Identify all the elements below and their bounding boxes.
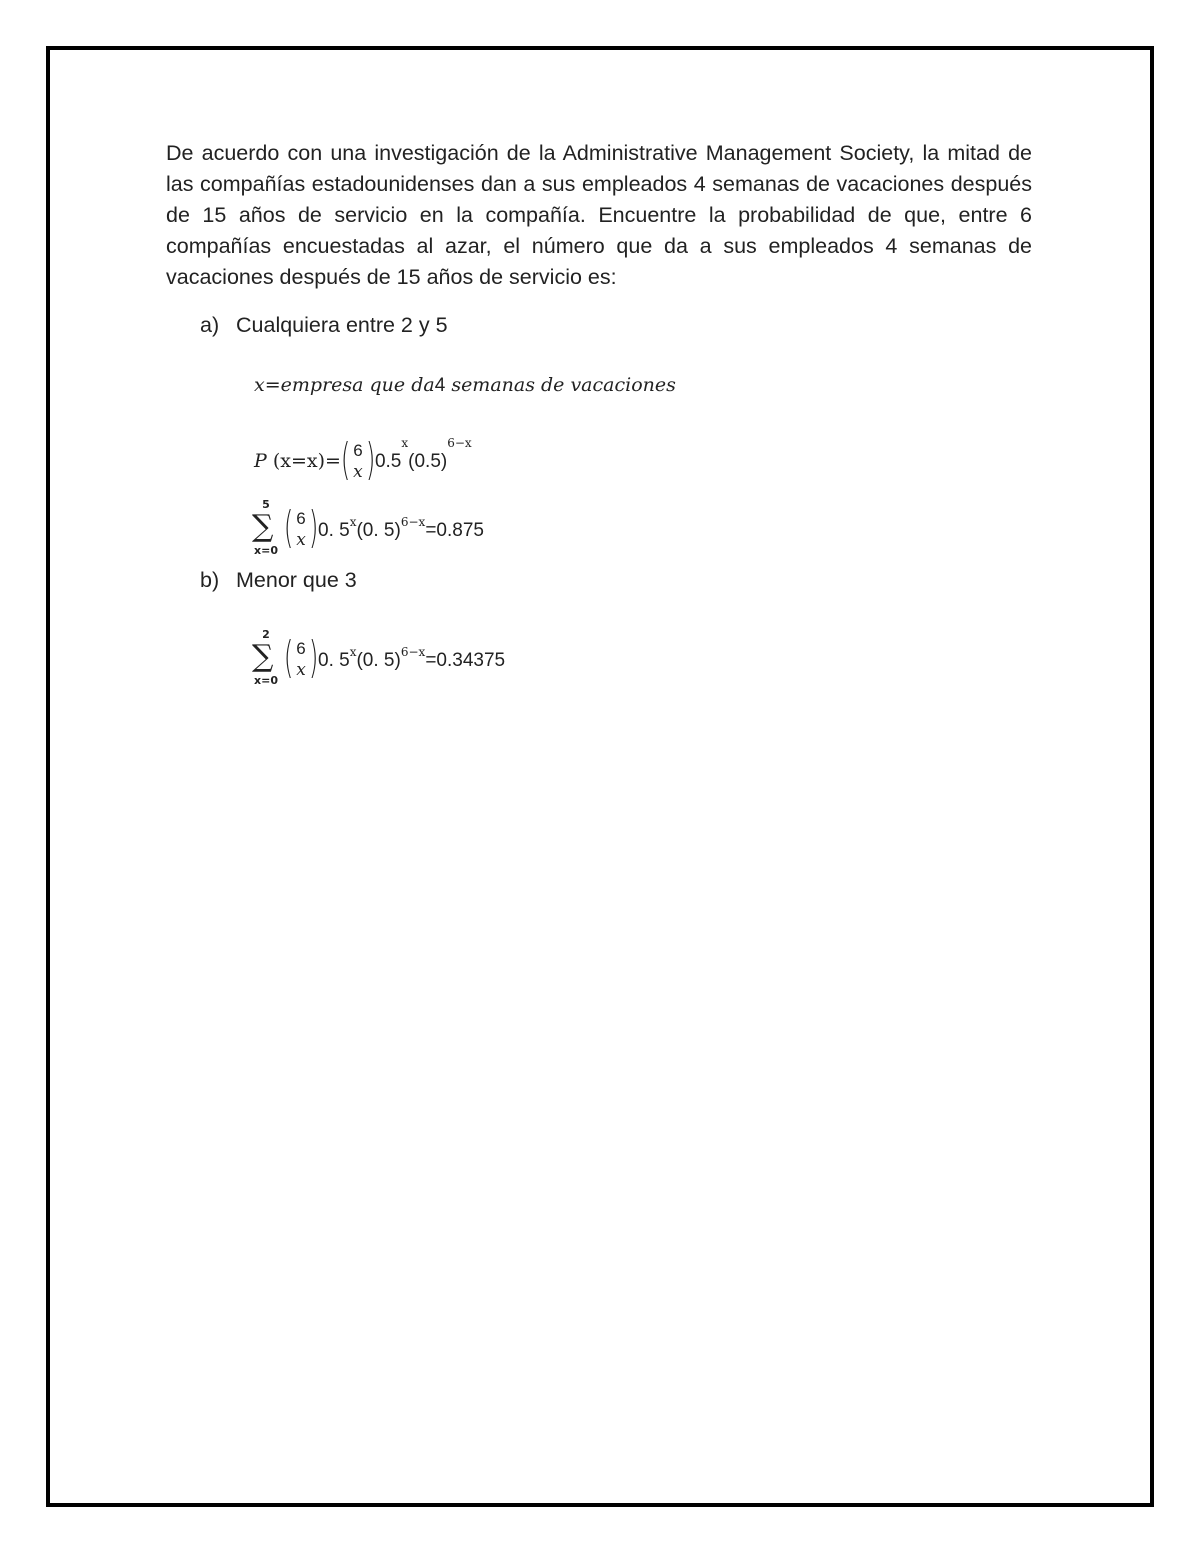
- sum-b-exp1: x: [349, 644, 357, 659]
- pmf-exp2: 6−x: [447, 436, 472, 450]
- sum-b-base: 0. 5: [318, 649, 350, 671]
- item-a: [200, 313, 448, 338]
- sum-a-binomial: ( 6 x ): [283, 502, 319, 553]
- sum-a-exp2: 6−x: [400, 514, 426, 529]
- definition-var: x: [254, 374, 265, 396]
- pmf-exp1: x: [401, 436, 409, 450]
- sum-a-base: 0. 5: [318, 519, 350, 541]
- pmf-binom-bottom: x: [353, 462, 363, 482]
- pmf-binomial: ( 6 x ): [340, 434, 376, 485]
- sum-a-sigma: 5 ∑ x=0: [250, 502, 282, 558]
- pmf-base: 0.5: [374, 451, 402, 472]
- sum-b-base2: (0. 5): [356, 649, 401, 671]
- intro-paragraph: De acuerdo con una investigación de la Administrative Management Society, la mitad de las compañías estadounidenses dan a sus empleados 4 semanas de vacaciones después de 15 años de servicio en la compañía. Encuentre la probabilidad de que, entre 6 compañías encuestadas al azar, el número que da a sus empleados 4 semanas de vacaciones después de 15 años de servicio es:: [166, 141, 1032, 289]
- definition-num: 4: [434, 375, 446, 396]
- sum-b-sigma: 2 ∑ x=0: [250, 632, 282, 688]
- definition-equation: [254, 374, 676, 397]
- sum-a-upper: 5: [262, 498, 270, 511]
- pmf-lhs: P: [254, 450, 267, 472]
- pmf-binom-top: 6: [353, 441, 363, 460]
- sum-b-equation: [250, 628, 506, 688]
- sum-b-binomial: ( 6 x ): [283, 632, 319, 683]
- sum-b-binom-bottom: x: [296, 660, 306, 680]
- item-b-label: Menor que 3: [236, 568, 357, 592]
- item-b-marker: b): [200, 568, 220, 592]
- sum-b-eq: =: [425, 649, 437, 671]
- sum-a-equation: [250, 498, 484, 558]
- pmf-base2: (0.5): [408, 451, 448, 472]
- item-a-marker: a): [200, 313, 220, 337]
- sum-b-binom-top: 6: [296, 639, 306, 658]
- document-body: [166, 138, 1032, 293]
- sum-a-binom-bottom: x: [296, 530, 306, 550]
- sum-a-exp1: x: [349, 514, 357, 529]
- pmf-arg: (x=x): [272, 450, 326, 472]
- definition-text: empresa que da: [280, 374, 435, 396]
- sum-b-upper: 2: [262, 628, 270, 641]
- item-a-label: Cualquiera entre 2 y 5: [236, 313, 448, 337]
- sum-a-binom-top: 6: [296, 509, 306, 528]
- sum-b-exp2: 6−x: [400, 644, 426, 659]
- sum-a-result: 0.875: [436, 519, 484, 541]
- sum-b-lower: x=0: [254, 674, 278, 687]
- pmf-equation: [254, 434, 472, 485]
- item-b: [200, 568, 357, 593]
- sum-a-eq: =: [425, 519, 437, 541]
- sum-a-lower: x=0: [254, 544, 278, 557]
- pmf-eq: =: [325, 450, 341, 472]
- definition-eq: =: [264, 374, 281, 396]
- definition-text2: semanas de vacaciones: [451, 374, 676, 396]
- sum-a-base2: (0. 5): [356, 519, 401, 541]
- sum-b-result: 0.34375: [436, 649, 506, 671]
